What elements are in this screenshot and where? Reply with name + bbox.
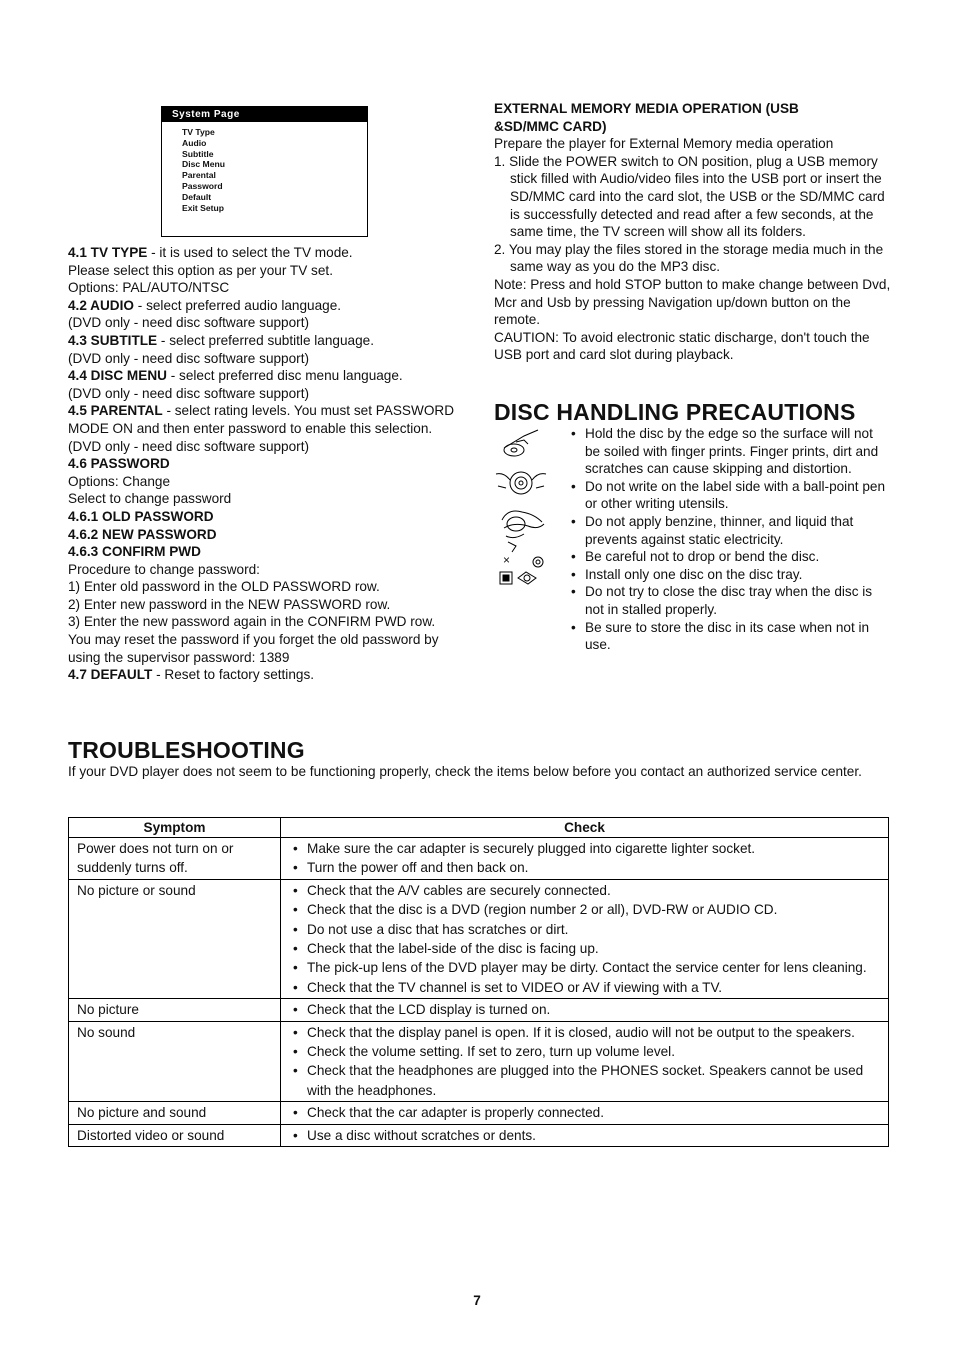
troubleshooting-table (68, 817, 889, 1147)
text-line: Options: PAL/AUTO/NTSC (68, 280, 230, 296)
subtitle-line (68, 332, 468, 350)
external-memory-heading-text: EXTERNAL MEMORY MEDIA OPERATION (USB &SD/MMC CARD) (494, 101, 799, 134)
list-item: • Do not try to close the disc tray when the disc is not in stalled properly. (571, 583, 891, 618)
external-memory-column (494, 100, 894, 364)
check-cell (281, 879, 889, 998)
cross-mark: × (503, 553, 511, 567)
tv-type-line (68, 244, 468, 262)
menu-item: Subtitle (182, 148, 214, 159)
check-item: • Turn the power off and then back on. (291, 858, 880, 877)
note-paragraph: Note: Press and hold STOP button to make change between Dvd, Mcr and Usb by pressing Navigation up/down button on the remote. (494, 276, 891, 328)
audio-line (68, 297, 468, 315)
confirm-pwd-text: 4.6.3 CONFIRM PWD (68, 544, 201, 560)
symptom-cell: No picture and sound (69, 1102, 281, 1124)
text-line: (DVD only - need disc software support) (68, 350, 310, 366)
system-page-items (182, 127, 367, 213)
setup-options-column (68, 244, 468, 684)
table-header-row (69, 818, 889, 838)
check-item: • Check that the headphones are plugged into the PHONES socket. Speakers cannot be used with the headphones. (291, 1061, 880, 1100)
troubleshooting-intro: If your DVD player does not seem to be functioning properly, check the items below before you contact an authorized service center. (68, 764, 862, 779)
old-password-text: 4.6.1 OLD PASSWORD (68, 508, 214, 524)
text-line: Procedure to change password: (68, 561, 260, 577)
check-item: • Make sure the car adapter is securely plugged into cigarette lighter socket. (291, 839, 880, 858)
disc-menu-text: - select preferred disc menu language. (166, 368, 403, 384)
text-line: Prepare the player for External Memory media operation (494, 136, 834, 152)
page-number: 7 (473, 1293, 481, 1308)
new-password-text: 4.6.2 NEW PASSWORD (68, 526, 217, 542)
menu-item: TV Type (182, 127, 215, 137)
table-row (69, 838, 889, 880)
menu-item: Exit Setup (182, 202, 225, 213)
table-row (69, 1102, 889, 1124)
check-item: • Check the volume setting. If set to zero, turn up volume level. (291, 1042, 880, 1061)
system-page-title: System Page (162, 107, 367, 122)
list-item: • Be sure to store the disc in its case when not in use. (571, 619, 891, 654)
symptom-cell: No picture or sound (69, 879, 281, 998)
menu-item: Parental (182, 170, 216, 181)
check-item: • Check that the display panel is open. If it is closed, audio will not be output to the speakers. (291, 1023, 880, 1042)
check-cell (281, 1124, 889, 1146)
external-memory-heading (494, 100, 834, 135)
check-cell (281, 1102, 889, 1124)
check-item: • The pick-up lens of the DVD player may be dirty. Contact the service center for lens cleaning. (291, 958, 880, 977)
list-item: • Do not write on the label side with a ball-point pen or other writing utensils. (571, 478, 891, 513)
troubleshooting-title: TROUBLESHOOTING (68, 737, 305, 763)
symptom-cell: Power does not turn on or suddenly turns off. (69, 838, 281, 880)
external-step-2: 2. You may play the files stored in the storage media much in the same way as you do the MP3 disc. (494, 241, 884, 275)
check-column-header: Check (281, 818, 889, 838)
check-cell (281, 1021, 889, 1102)
symptom-cell: No sound (69, 1021, 281, 1102)
confirm-pwd-heading (68, 543, 468, 561)
menu-item: Disc Menu (182, 159, 225, 170)
subtitle-heading: 4.3 SUBTITLE (68, 332, 158, 348)
table-row (69, 1124, 889, 1146)
external-step-1: 1. Slide the POWER switch to ON position, plug a USB memory stick filled with Audio/video files into the USB port or insert the SD/MMC card into the card slot, the USB or the SD/MMC card is successfully detected and read after a few seconds, at the same time, the TV screen will show all its folders. (494, 153, 885, 240)
check-cell (281, 999, 889, 1021)
menu-item: Default (182, 191, 212, 202)
menu-item: Audio (182, 137, 207, 148)
symptom-cell: No picture (69, 999, 281, 1021)
password-heading (68, 455, 468, 473)
tv-type-heading: 4.1 TV TYPE (68, 245, 148, 260)
check-item: • Check that the LCD display is turned on. (291, 1000, 880, 1019)
text-line: 2) Enter new password in the NEW PASSWORD row. (68, 596, 391, 612)
list-item: • Install only one disc on the disc tray. (571, 566, 891, 584)
text-line: (DVD only - need disc software support) (68, 315, 310, 331)
menu-item: Password (182, 180, 223, 191)
check-item: • Use a disc without scratches or dents. (291, 1126, 880, 1145)
parental-heading: 4.5 PARENTAL (68, 403, 163, 419)
default-text: - Reset to factory settings. (152, 667, 315, 683)
check-cell (281, 838, 889, 880)
check-item: • Check that the TV channel is set to VIDEO or AV if viewing with a TV. (291, 978, 880, 997)
default-line (68, 666, 468, 684)
parental-text: - select rating levels. You must set PASSWORD MODE ON and then enter password to enable this selection. (DVD only - need disc software support) (68, 403, 455, 454)
text-line: Select to change password (68, 491, 232, 507)
caution-paragraph: CAUTION: To avoid electronic static discharge, don't touch the USB port and card slot during playback. (494, 329, 870, 363)
text-line: Options: Change (68, 473, 171, 489)
check-item: • Check that the label-side of the disc is facing up. (291, 939, 880, 958)
check-item: • Do not use a disc that has scratches or dirt. (291, 920, 880, 939)
system-page-menu (161, 106, 368, 237)
text-line: 1) Enter old password in the OLD PASSWORD row. (68, 579, 380, 595)
audio-heading: 4.2 AUDIO (68, 297, 134, 313)
subtitle-text: - select preferred subtitle language. (157, 332, 375, 348)
table-row (69, 879, 889, 998)
old-password-heading (68, 508, 468, 526)
table-row (69, 1021, 889, 1102)
reset-paragraph: You may reset the password if you forget the old password by using the supervisor password: 1389 (68, 632, 439, 665)
check-item: • Check that the car adapter is properly connected. (291, 1103, 880, 1122)
check-item: • Check that the disc is a DVD (region number 2 or all), DVD-RW or AUDIO CD. (291, 900, 880, 919)
symptom-cell: Distorted video or sound (69, 1124, 281, 1146)
table-row (69, 999, 889, 1021)
text-line: 3) Enter the new password again in the CONFIRM PWD row. (68, 614, 436, 630)
disc-handling-title: DISC HANDLING PRECAUTIONS (494, 399, 856, 425)
new-password-heading (68, 526, 468, 544)
troubleshooting-table-body (69, 838, 889, 1147)
text-line: (DVD only - need disc software support) (68, 385, 310, 401)
symptom-column-header: Symptom (69, 818, 281, 838)
disc-handling-illustrations (494, 428, 554, 588)
password-heading-text: 4.6 PASSWORD (68, 456, 170, 472)
disc-menu-heading: 4.4 DISC MENU (68, 368, 167, 384)
default-heading: 4.7 DEFAULT (68, 667, 153, 683)
list-item: • Do not apply benzine, thinner, and liquid that prevents against static electricity. (571, 513, 891, 548)
list-item: • Be careful not to drop or bend the disc. (571, 548, 891, 566)
parental-paragraph (68, 402, 468, 455)
text-line: Please select this option as per your TV set. (68, 262, 333, 278)
disc-precaution-list (571, 425, 891, 654)
disc-menu-line (68, 367, 468, 385)
tv-type-text: - it is used to select the TV mode. (147, 245, 353, 260)
list-item: • Hold the disc by the edge so the surface will not be soiled with finger prints. Finger prints, dirt and scratches can cause skipping and distortion. (571, 425, 891, 478)
check-item: • Check that the A/V cables are securely connected. (291, 881, 880, 900)
audio-text: - select preferred audio language. (133, 297, 342, 313)
